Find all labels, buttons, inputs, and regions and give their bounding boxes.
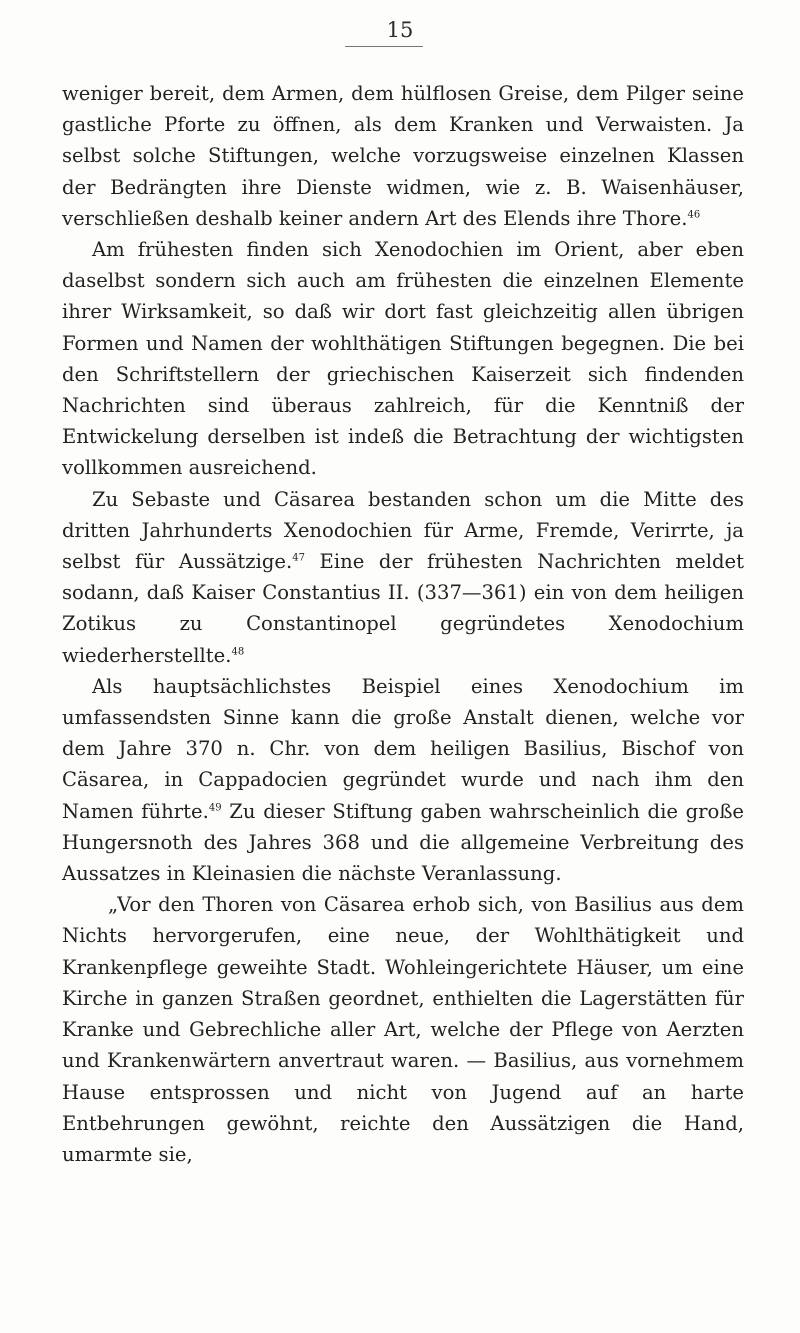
- paragraph-3-text-a: Zu Sebaste und Cäsarea bestanden schon um die Mitte des dritten Jahrhunderts Xenodochien für Arme, Fremde, Verirrte, ja selbst für Aussätzige.: [62, 487, 744, 574]
- paragraph-3: [62, 484, 744, 671]
- body-text: [62, 78, 744, 1170]
- paragraph-3-text-b: Eine der frühesten Nachrichten meldet sodann, daß Kaiser Constantius II. (337—361) ein von dem heiligen Zotikus zu Constantinopel gegründetes Xenodochium wiederherstellte.: [62, 550, 744, 667]
- footnote-ref-48: 48: [231, 646, 245, 658]
- page-number: 15: [386, 18, 414, 42]
- footnote-ref-49: 49: [208, 802, 222, 814]
- paragraph-4-text-b: Zu dieser Stiftung gaben wahrscheinlich die große Hungersnoth des Jahres 368 und die allgemeine Verbreitung des Aussatzes in Kleinasien die nächste Veranlassung.: [62, 799, 745, 886]
- paragraph-1-text: weniger bereit, dem Armen, dem hülflosen Greise, dem Pilger seine gastliche Pforte zu öffnen, als dem Kranken und Verwaisten. Ja selbst solche Stiftungen, welche vorzugsweise einzelnen Klassen der Bedrängten ihre Dienste widmen, wie z. B. Waisenhäuser, verschließen deshalb keiner andern Art des Elends ihre Thore.: [62, 82, 744, 230]
- paragraph-2: [62, 234, 744, 484]
- paragraph-2-text: Am frühesten finden sich Xenodochien im Orient, aber eben daselbst sondern sich auch am frühesten die einzelnen Elemente ihrer Wirksamkeit, so daß wir dort fast gleichzeitig allen übrigen Formen und Namen der wohlthätigen Stiftungen begegnen. Die bei den Schriftstellern der griechischen Kaiserzeit sich findenden Nachrichten sind überaus zahlreich, für die Kenntniß der Entwickelung derselben ist indeß die Betrachtung der wichtigsten vollkommen ausreichend.: [62, 238, 744, 480]
- page-number-rule: [345, 46, 423, 47]
- paragraph-5: [62, 889, 744, 1170]
- footnote-ref-47: 47: [292, 552, 305, 564]
- paragraph-4-text-a: Als hauptsächlichstes Beispiel eines Xenodochium im umfassendsten Sinne kann die große Anstalt dienen, welche vor dem Jahre 370 n. Chr. von dem heiligen Basilius, Bischof von Cäsarea, in Cappadocien gegründet wurde und nach ihm den Namen führte.: [62, 674, 744, 823]
- paragraph-4: [62, 671, 744, 889]
- paragraph-5-text: „Vor den Thoren von Cäsarea erhob sich, von Basilius aus dem Nichts hervorgerufen, eine neue, der Wohlthätigkeit und Krankenpflege geweihte Stadt. Wohleingerichtete Häuser, um eine Kirche in ganzen Straßen geordnet, enthielten die Lagerstätten für Kranke und Gebrechliche aller Art, welche der Pflege von Aerzten und Krankenwärtern anvertraut waren. — Basilius, aus vornehmem Hause entsprossen und nicht von Jugend auf an harte Entbehrungen gewöhnt, reichte den Aussätzigen die Hand, umarmte sie,: [62, 893, 744, 1166]
- footnote-ref-46: 46: [687, 209, 701, 221]
- paragraph-1: [62, 78, 744, 234]
